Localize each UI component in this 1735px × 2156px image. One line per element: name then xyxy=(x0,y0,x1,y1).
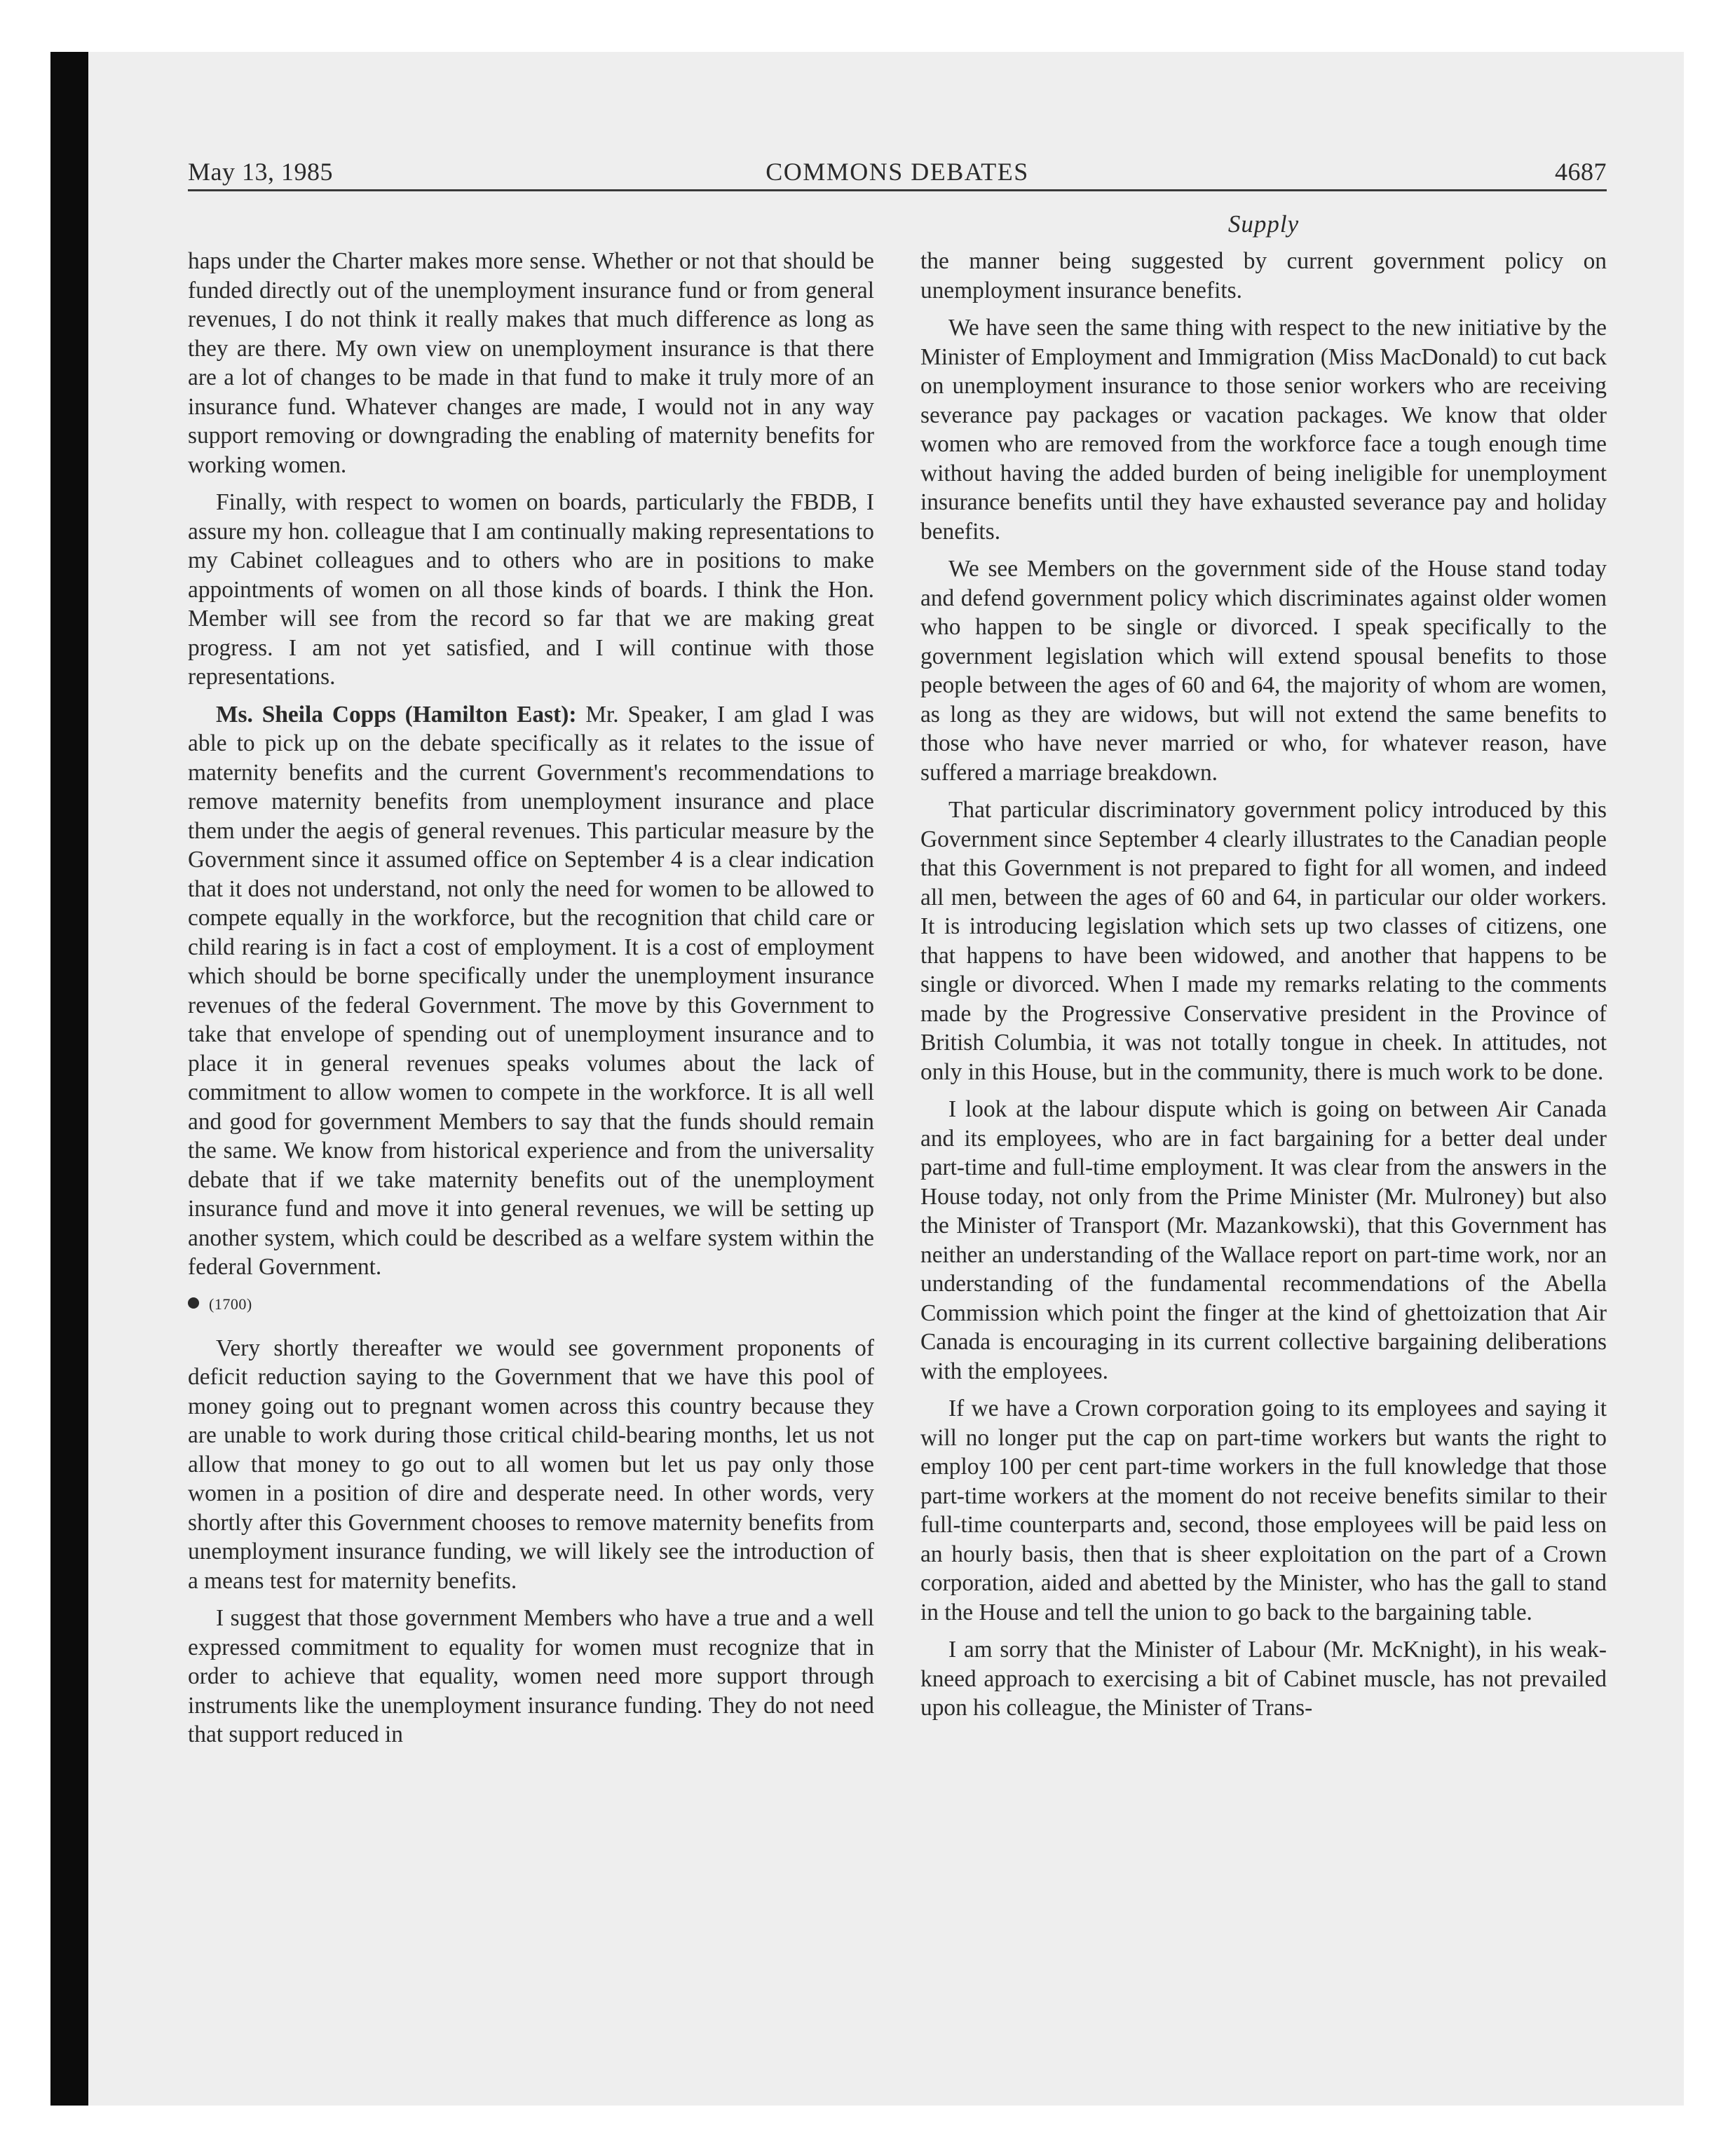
header-page-number: 4687 xyxy=(1555,158,1607,186)
header-title: COMMONS DEBATES xyxy=(766,158,1029,186)
right-paragraph-3: We see Members on the government side of the House stand today and defend government policy which discriminates against older women who happen to be single or divorced. I speak specifically to the government legislation which will extend spousal benefits to those people between the ages of 60 and 64, the majority of whom are women, as long as they are widows, but will not extend the same benefits to those who have never married or who, for whatever reason, have suffered a marriage breakdown. xyxy=(920,556,1607,786)
left-paragraph-4: Very shortly thereafter we would see government proponents of deficit reduction saying to the Government that we have this pool of money going out to pregnant women across this country because they are unable to work during those critical child-bearing months, let us not allow that money to go out to all women but let us pay only those women in a position of dire and desperate need. In other words, very shortly after this Government chooses to remove maternity benefits from unemployment insurance funding, we will likely see the introduction of a means test for maternity benefits. xyxy=(188,1335,874,1594)
right-paragraph-5: I look at the labour dispute which is going on between Air Canada and its employees, who are in fact bargaining for a better deal under part-time and full-time employment. It was clear from the answers in the House today, not only from the Prime Minister (Mr. Mulroney) but also the Minister of Transport (Mr. Mazankowski), that this Government has neither an understanding of the Wallace report on part-time work, nor an understanding of the fundamental recommendations of the Abella Commission which point the finger at the kind of ghettoization that Air Canada is encouraging in its current collective bargaining deliberations with the employees. xyxy=(920,1096,1607,1384)
right-paragraph-6: If we have a Crown corporation going to its employees and saying it will no longer put the cap on part-time workers but wants the right to employ 100 per cent part-time workers in the full knowledge that those part-time workers at the moment do not receive benefits similar to their full-time counterparts and, second, those employees will be paid less on an hourly basis, then that is sheer exploitation on the part of a Crown corporation, aided and abetted by the Minister, who has the gall to stand in the House and tell the union to go back to the bargaining table. xyxy=(920,1396,1607,1625)
timestamp-marker xyxy=(188,1290,874,1318)
left-paragraph-2: Finally, with respect to women on boards, particularly the FBDB, I assure my hon. colleague that I am continually making representations to my Cabinet colleagues and to others who are in positions to make appointments of women on all those kinds of boards. I think the Hon. Member will see from the record so far that we are making great progress. I am not yet satisfied, and I will continue with those representations. xyxy=(188,489,874,690)
left-paragraph-5: I suggest that those government Members who have a true and a well expressed commitment to equality for women must recognize that in order to achieve that equality, women need more support through instruments like the unemployment insurance funding. They do not need that support reduced in xyxy=(188,1605,874,1747)
right-paragraph-2: We have seen the same thing with respect to the new initiative by the Minister of Employment and Immigration (Miss MacDonald) to cut back on unemployment insurance to those senior workers who are receiving severance pay packages or vacation packages. We know that older women who are removed from the workforce face a tough enough time without having the added burden of being ineligible for unemployment insurance benefits until they have exhausted severance pay and holiday benefits. xyxy=(920,315,1607,545)
speech-text: Mr. Speaker, I am glad I was able to pick up on the debate specifically as it relates to the issue of maternity benefits and the current Government's recommendations to remove maternity benefits from unemployment insurance and place them under the aegis of general revenues. This particular measure by the Government since it assumed office on September 4 is a clear indication that it does not understand, not only the need for women to be allowed to compete equally in the workforce, but the recognition that child care or child rearing is in fact a cost of employment. It is a cost of employment which should be borne specifically under the unemployment insurance revenues of the federal Government. The move by this Government to take that envelope of spending out of unemployment insurance and to place it in general revenues speaks volumes about the lack of commitment to allow women to compete in the workforce. It is all well and good for government Members to say that the funds should remain the same. We know from historical experience and from the universality debate that if we take maternity benefits out of the unemployment insurance fund and move it into general revenues, we will be setting up another system, which could be described as a welfare system within the federal Government. xyxy=(188,701,875,1280)
scan-edge-black-bar xyxy=(50,52,88,2106)
right-paragraph-4: That particular discriminatory government policy introduced by this Government since September 4 clearly illustrates to the Canadian people that this Government is not prepared to fight for all women, and indeed all men, between the ages of 60 and 64, in particular our older workers. It is introducing legislation which sets up two classes of citizens, one that happens to have been widowed, and another that happens to be single or divorced. When I made my remarks relating to the comments made by the Progressive Conservative president in the Province of British Columbia, it was not totally tongue in cheek. In attitudes, not only in this House, but in the community, there is much work to be done. xyxy=(920,797,1607,1085)
left-paragraph-1: haps under the Charter makes more sense. Whether or not that should be funded directly out of the unemployment insurance fund or from general revenues, I do not think it really makes that much difference as long as they are there. My own view on unemployment insurance is that there are a lot of changes to be made in that fund to make it truly more of an insurance fund. Whatever changes are made, I would not in any way support removing or downgrading the enabling of maternity benefits for working women. xyxy=(188,248,874,478)
left-paragraph-3 xyxy=(188,700,874,1282)
bullet-icon xyxy=(188,1297,199,1309)
timestamp-text: (1700) xyxy=(209,1295,252,1313)
speaker-name: Ms. Sheila Copps (Hamilton East): xyxy=(216,701,577,728)
section-title: Supply xyxy=(1227,210,1300,238)
left-column xyxy=(188,247,874,1758)
right-paragraph-1: the manner being suggested by current government policy on unemployment insurance benefits. xyxy=(920,248,1607,303)
running-header xyxy=(188,154,1607,191)
right-paragraph-7: I am sorry that the Minister of Labour (Mr. McKnight), in his weak-kneed approach to exercising a bit of Cabinet muscle, has not prevailed upon his colleague, the Minister of Trans- xyxy=(920,1637,1607,1721)
header-date: May 13, 1985 xyxy=(188,158,333,186)
right-column xyxy=(920,247,1607,1731)
page-content xyxy=(188,154,1607,1747)
